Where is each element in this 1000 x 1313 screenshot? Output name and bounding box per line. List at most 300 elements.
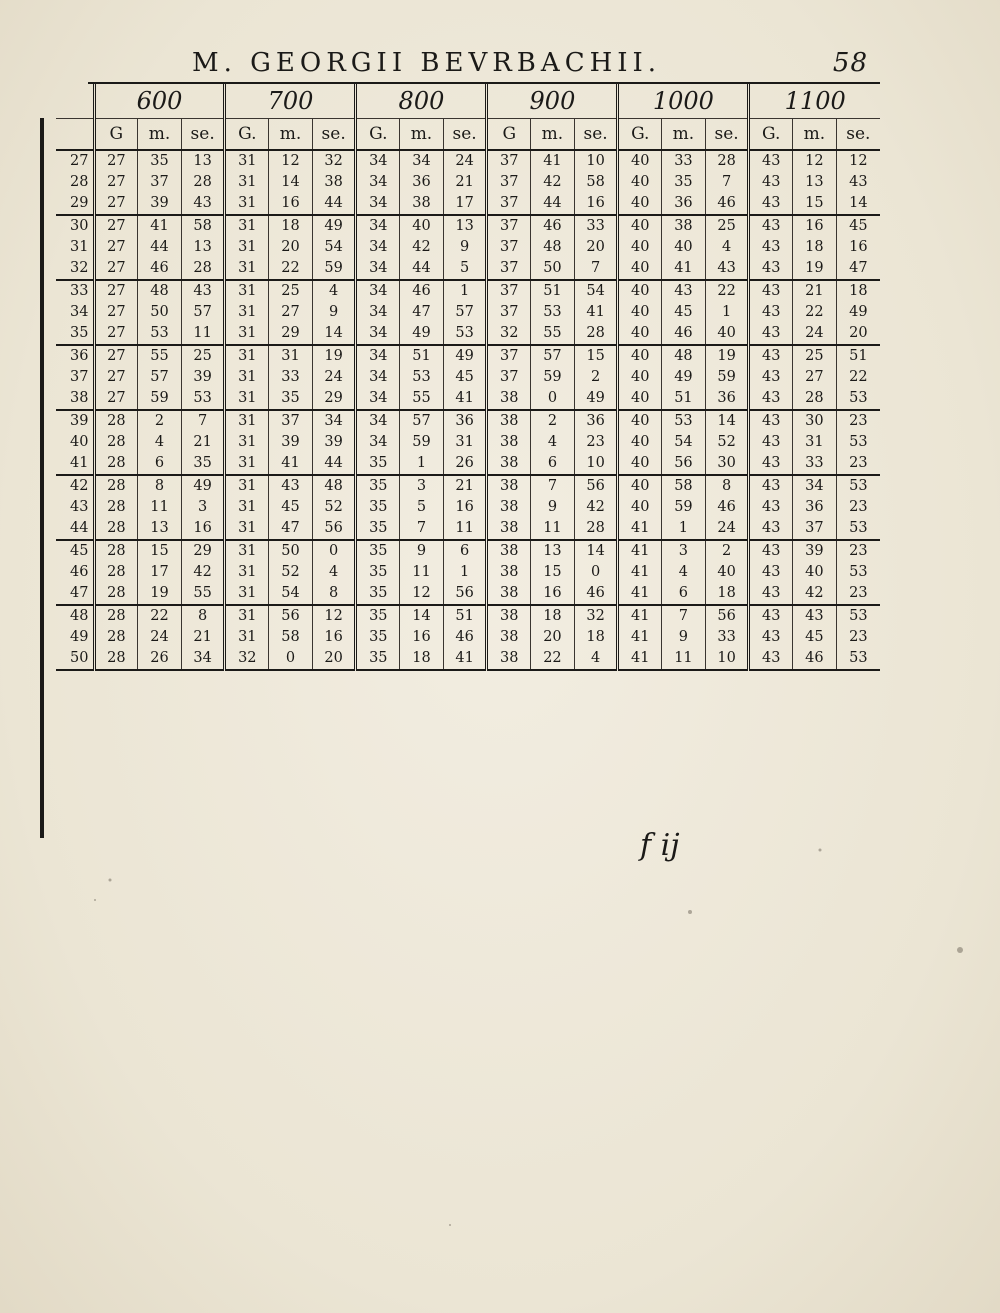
table-cell: 28 <box>94 627 138 648</box>
table-cell: 28 <box>181 172 225 193</box>
table-cell: 22 <box>269 258 313 280</box>
table-cell: 24 <box>138 627 182 648</box>
unit-label: se. <box>574 119 618 151</box>
table-row <box>56 605 880 627</box>
table-cell: 22 <box>705 280 749 302</box>
row-number: 38 <box>56 388 94 410</box>
table-cell: 43 <box>749 432 793 453</box>
table-cell: 40 <box>618 432 662 453</box>
table-cell: 33 <box>269 367 313 388</box>
unit-label: G. <box>618 119 662 151</box>
table-cell: 27 <box>269 302 313 323</box>
table-cell: 16 <box>531 583 575 605</box>
table-row <box>56 172 880 193</box>
table-cell: 0 <box>531 388 575 410</box>
table-cell: 31 <box>225 237 269 258</box>
table-cell: 39 <box>793 540 837 562</box>
row-number: 28 <box>70 174 89 190</box>
table-cell: 46 <box>705 193 749 215</box>
table-row <box>56 388 880 410</box>
table-cell: 22 <box>531 648 575 670</box>
table-cell: 38 <box>312 172 356 193</box>
table-cell: 40 <box>618 388 662 410</box>
table-cell: 54 <box>574 280 618 302</box>
table-cell: 43 <box>749 193 793 215</box>
table-cell: 43 <box>749 215 793 237</box>
table-cell: 41 <box>443 388 487 410</box>
table-cell: 18 <box>793 237 837 258</box>
table-cell: 45 <box>793 627 837 648</box>
table-cell: 35 <box>356 518 400 540</box>
table-cell: 23 <box>836 627 880 648</box>
table-row <box>56 237 880 258</box>
table-cell: 43 <box>793 605 837 627</box>
table-cell: 58 <box>662 475 706 497</box>
table-row <box>56 540 880 562</box>
corner-cell <box>56 84 94 119</box>
table-cell: 38 <box>487 453 531 475</box>
table-cell: 49 <box>181 475 225 497</box>
table-cell: 19 <box>793 258 837 280</box>
table-cell: 33 <box>793 453 837 475</box>
table-cell: 52 <box>312 497 356 518</box>
table-cell: 44 <box>312 453 356 475</box>
table-cell: 9 <box>443 237 487 258</box>
table-cell: 41 <box>618 605 662 627</box>
table-cell: 29 <box>269 323 313 345</box>
table-cell: 21 <box>181 627 225 648</box>
table-cell: 1 <box>443 562 487 583</box>
table-cell: 56 <box>662 453 706 475</box>
group-label: 800 <box>356 84 487 119</box>
table-cell: 49 <box>662 367 706 388</box>
table-cell: 16 <box>269 193 313 215</box>
table-cell: 31 <box>225 323 269 345</box>
table-cell: 53 <box>836 648 880 670</box>
table-cell: 41 <box>618 540 662 562</box>
table-cell: 53 <box>443 323 487 345</box>
table-cell: 40 <box>400 215 444 237</box>
table-cell: 32 <box>487 323 531 345</box>
table-cell: 40 <box>618 215 662 237</box>
table-cell: 40 <box>705 562 749 583</box>
table-cell: 20 <box>574 237 618 258</box>
unit-label: se. <box>443 119 487 151</box>
table-cell: 31 <box>225 583 269 605</box>
table-row <box>56 432 880 453</box>
table-cell: 35 <box>356 497 400 518</box>
table-cell: 45 <box>836 215 880 237</box>
row-number: 49 <box>70 629 89 645</box>
table-cell: 50 <box>138 302 182 323</box>
table-cell: 53 <box>181 388 225 410</box>
table-row <box>56 258 880 280</box>
table-cell: 24 <box>312 367 356 388</box>
table-cell: 49 <box>574 388 618 410</box>
table-cell: 13 <box>793 172 837 193</box>
table-cell: 40 <box>662 237 706 258</box>
table-cell: 27 <box>94 150 138 172</box>
table-cell: 15 <box>138 540 182 562</box>
table-cell: 58 <box>574 172 618 193</box>
row-number: 35 <box>56 323 94 345</box>
table-cell: 31 <box>225 410 269 432</box>
table-cell: 0 <box>574 562 618 583</box>
table-cell: 23 <box>574 432 618 453</box>
table-cell: 23 <box>836 540 880 562</box>
table-cell: 43 <box>749 518 793 540</box>
table-cell: 40 <box>705 323 749 345</box>
group-label: 1000 <box>618 84 749 119</box>
table-cell: 19 <box>705 345 749 367</box>
table-cell: 35 <box>138 150 182 172</box>
table-cell: 57 <box>443 302 487 323</box>
table-cell: 51 <box>443 605 487 627</box>
table-cell: 28 <box>94 497 138 518</box>
table-cell: 13 <box>138 518 182 540</box>
table-cell: 45 <box>662 302 706 323</box>
table-cell: 12 <box>269 150 313 172</box>
table-cell: 10 <box>705 648 749 670</box>
table-cell: 48 <box>312 475 356 497</box>
table-cell: 7 <box>400 518 444 540</box>
table-cell: 49 <box>400 323 444 345</box>
table-row <box>56 150 880 172</box>
table-cell: 43 <box>749 280 793 302</box>
table-cell: 35 <box>356 540 400 562</box>
table-cell: 41 <box>618 583 662 605</box>
table-cell: 38 <box>487 627 531 648</box>
unit-label: se. <box>181 119 225 151</box>
table-cell: 53 <box>836 605 880 627</box>
table-cell: 1 <box>705 302 749 323</box>
table-cell: 3 <box>662 540 706 562</box>
unit-label: m. <box>269 119 313 151</box>
table-cell: 55 <box>138 345 182 367</box>
group-label: 1100 <box>749 84 880 119</box>
table-cell: 4 <box>574 648 618 670</box>
table-cell: 31 <box>225 540 269 562</box>
row-number: 50 <box>56 648 94 670</box>
table-cell: 51 <box>531 280 575 302</box>
table-cell: 46 <box>138 258 182 280</box>
table-cell: 31 <box>225 258 269 280</box>
table-row <box>56 583 880 605</box>
table-cell: 53 <box>662 410 706 432</box>
table-cell: 36 <box>662 193 706 215</box>
table-cell: 48 <box>531 237 575 258</box>
table-cell: 19 <box>312 345 356 367</box>
table-cell: 35 <box>356 605 400 627</box>
table-cell: 17 <box>443 193 487 215</box>
table-cell: 28 <box>94 540 138 562</box>
table-cell: 27 <box>793 367 837 388</box>
table-cell: 7 <box>531 475 575 497</box>
table-cell: 25 <box>269 280 313 302</box>
table-cell: 43 <box>749 497 793 518</box>
table-cell: 26 <box>443 453 487 475</box>
row-number: 45 <box>70 543 89 559</box>
table-cell: 56 <box>269 605 313 627</box>
table-cell: 43 <box>749 172 793 193</box>
table-cell: 18 <box>836 280 880 302</box>
table-cell: 56 <box>443 583 487 605</box>
table-cell: 46 <box>705 497 749 518</box>
table-cell: 36 <box>793 497 837 518</box>
table-cell: 35 <box>356 583 400 605</box>
table-cell: 42 <box>531 172 575 193</box>
table-cell: 11 <box>181 323 225 345</box>
row-number: 43 <box>70 499 89 515</box>
table-cell: 16 <box>181 518 225 540</box>
table-cell: 41 <box>443 648 487 670</box>
row-number: 37 <box>70 369 89 385</box>
table-cell: 38 <box>487 518 531 540</box>
table-cell: 0 <box>312 540 356 562</box>
table-cell: 40 <box>618 323 662 345</box>
table-cell: 40 <box>618 410 662 432</box>
table-cell: 32 <box>225 648 269 670</box>
table-cell: 40 <box>618 497 662 518</box>
table-cell: 41 <box>618 518 662 540</box>
unit-label: m. <box>531 119 575 151</box>
table-cell: 18 <box>269 215 313 237</box>
table-cell: 8 <box>312 583 356 605</box>
table-cell: 31 <box>225 388 269 410</box>
table-cell: 51 <box>836 345 880 367</box>
table-cell: 40 <box>618 150 662 172</box>
table-cell: 31 <box>225 627 269 648</box>
table-cell: 43 <box>749 367 793 388</box>
unit-label: G <box>487 119 531 151</box>
table-cell: 6 <box>138 453 182 475</box>
table-cell: 43 <box>749 648 793 670</box>
table-cell: 28 <box>94 475 138 497</box>
table-cell: 40 <box>618 453 662 475</box>
unit-label: G. <box>356 119 400 151</box>
group-label: 600 <box>94 84 225 119</box>
table-cell: 27 <box>94 323 138 345</box>
table-cell: 23 <box>836 497 880 518</box>
table-cell: 34 <box>356 302 400 323</box>
table-cell: 11 <box>138 497 182 518</box>
table-cell: 43 <box>705 258 749 280</box>
table-cell: 43 <box>749 258 793 280</box>
table-cell: 37 <box>487 258 531 280</box>
table-cell: 29 <box>181 540 225 562</box>
table-cell: 28 <box>574 518 618 540</box>
table-cell: 35 <box>269 388 313 410</box>
table-cell: 43 <box>749 453 793 475</box>
table-cell: 12 <box>312 605 356 627</box>
table-cell: 20 <box>531 627 575 648</box>
table-row <box>56 215 880 237</box>
table-cell: 40 <box>618 302 662 323</box>
table-cell: 22 <box>138 605 182 627</box>
unit-label: se. <box>705 119 749 151</box>
table-cell: 34 <box>356 367 400 388</box>
table-cell: 35 <box>356 453 400 475</box>
table-cell: 21 <box>793 280 837 302</box>
table-cell: 26 <box>138 648 182 670</box>
table-cell: 43 <box>749 627 793 648</box>
table-cell: 47 <box>269 518 313 540</box>
table-cell: 34 <box>356 432 400 453</box>
table-cell: 46 <box>574 583 618 605</box>
table-cell: 43 <box>269 475 313 497</box>
table-cell: 31 <box>225 172 269 193</box>
table-cell: 30 <box>705 453 749 475</box>
table-cell: 21 <box>443 475 487 497</box>
table-cell: 4 <box>705 237 749 258</box>
table-cell: 53 <box>836 388 880 410</box>
unit-label: G. <box>749 119 793 151</box>
table-cell: 20 <box>836 323 880 345</box>
table-cell: 16 <box>400 627 444 648</box>
table-cell: 47 <box>836 258 880 280</box>
table-cell: 43 <box>749 562 793 583</box>
table-cell: 2 <box>138 410 182 432</box>
table-row <box>56 323 880 345</box>
table-cell: 1 <box>443 280 487 302</box>
table-cell: 39 <box>312 432 356 453</box>
table-cell: 7 <box>181 410 225 432</box>
table-cell: 32 <box>574 605 618 627</box>
table-cell: 4 <box>662 562 706 583</box>
table-cell: 51 <box>400 345 444 367</box>
table-cell: 27 <box>94 345 138 367</box>
table-cell: 31 <box>225 453 269 475</box>
table-cell: 47 <box>400 302 444 323</box>
table-cell: 42 <box>181 562 225 583</box>
table-cell: 33 <box>662 150 706 172</box>
table-cell: 2 <box>531 410 575 432</box>
table-cell: 46 <box>793 648 837 670</box>
table-cell: 54 <box>269 583 313 605</box>
table-cell: 43 <box>181 193 225 215</box>
row-number: 47 <box>56 583 94 605</box>
table-cell: 43 <box>181 280 225 302</box>
unit-label: m. <box>793 119 837 151</box>
table-cell: 15 <box>531 562 575 583</box>
table-cell: 4 <box>312 562 356 583</box>
table-cell: 54 <box>662 432 706 453</box>
table-cell: 12 <box>400 583 444 605</box>
table-cell: 53 <box>836 562 880 583</box>
table-cell: 6 <box>531 453 575 475</box>
group-label: 900 <box>487 84 618 119</box>
table-cell: 52 <box>269 562 313 583</box>
table-cell: 6 <box>443 540 487 562</box>
table-cell: 28 <box>705 150 749 172</box>
table-cell: 31 <box>225 367 269 388</box>
table-cell: 31 <box>225 475 269 497</box>
table-cell: 43 <box>749 237 793 258</box>
table-cell: 38 <box>487 605 531 627</box>
table-cell: 19 <box>138 583 182 605</box>
unit-label: se. <box>836 119 880 151</box>
table-cell: 38 <box>487 432 531 453</box>
table-row <box>56 518 880 540</box>
table-cell: 56 <box>705 605 749 627</box>
table-cell: 37 <box>487 237 531 258</box>
table-cell: 58 <box>269 627 313 648</box>
table-cell: 37 <box>487 345 531 367</box>
table-cell: 53 <box>836 475 880 497</box>
table-cell: 44 <box>138 237 182 258</box>
table-cell: 21 <box>181 432 225 453</box>
table-cell: 37 <box>487 150 531 172</box>
table-cell: 27 <box>94 237 138 258</box>
table-cell: 44 <box>531 193 575 215</box>
table-cell: 13 <box>443 215 487 237</box>
table-cell: 50 <box>531 258 575 280</box>
table-cell: 53 <box>400 367 444 388</box>
table-cell: 25 <box>705 215 749 237</box>
astronomical-table <box>56 84 880 671</box>
table-cell: 28 <box>793 388 837 410</box>
table-cell: 40 <box>618 237 662 258</box>
table-cell: 42 <box>793 583 837 605</box>
row-number: 44 <box>56 518 94 540</box>
table-row <box>56 345 880 367</box>
table-cell: 40 <box>618 280 662 302</box>
table-cell: 53 <box>531 302 575 323</box>
table-cell: 2 <box>574 367 618 388</box>
table-cell: 17 <box>138 562 182 583</box>
table-cell: 54 <box>312 237 356 258</box>
table-cell: 35 <box>356 648 400 670</box>
table-cell: 20 <box>312 648 356 670</box>
table-cell: 55 <box>531 323 575 345</box>
table-cell: 31 <box>225 280 269 302</box>
table-cell: 38 <box>487 410 531 432</box>
table-cell: 31 <box>225 150 269 172</box>
row-number: 48 <box>70 608 89 624</box>
table-cell: 37 <box>269 410 313 432</box>
row-number: 46 <box>70 564 89 580</box>
table-cell: 55 <box>400 388 444 410</box>
table-cell: 27 <box>94 302 138 323</box>
table-cell: 41 <box>618 648 662 670</box>
table-cell: 28 <box>94 605 138 627</box>
table-cell: 5 <box>400 497 444 518</box>
table-cell: 1 <box>400 453 444 475</box>
table-cell: 43 <box>749 583 793 605</box>
table-cell: 59 <box>138 388 182 410</box>
table-cell: 18 <box>400 648 444 670</box>
table-cell: 43 <box>749 605 793 627</box>
table-cell: 31 <box>793 432 837 453</box>
table-cell: 46 <box>443 627 487 648</box>
table-cell: 40 <box>618 345 662 367</box>
table-row <box>56 627 880 648</box>
table-cell: 34 <box>356 258 400 280</box>
table-cell: 34 <box>400 150 444 172</box>
table-cell: 58 <box>181 215 225 237</box>
table-cell: 45 <box>269 497 313 518</box>
table-cell: 59 <box>662 497 706 518</box>
table-cell: 31 <box>225 302 269 323</box>
table-cell: 35 <box>181 453 225 475</box>
table-cell: 34 <box>356 172 400 193</box>
table-cell: 14 <box>574 540 618 562</box>
table-cell: 48 <box>662 345 706 367</box>
table-cell: 31 <box>225 215 269 237</box>
table-cell: 43 <box>836 172 880 193</box>
unit-label: m. <box>662 119 706 151</box>
table-cell: 27 <box>94 258 138 280</box>
